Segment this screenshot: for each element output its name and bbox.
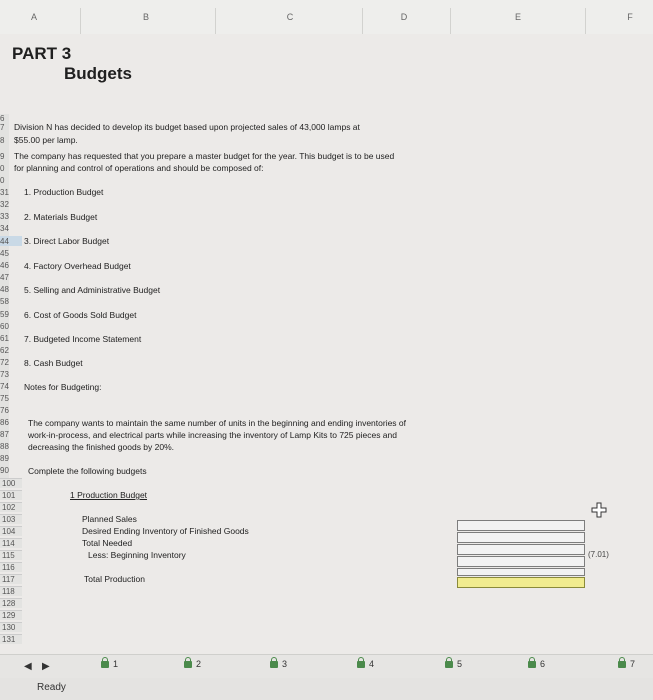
next-sheet-button[interactable]: ▶ xyxy=(42,661,50,672)
row-number[interactable]: 87 xyxy=(0,430,9,439)
budget-item-materials: 2. Materials Budget xyxy=(24,212,98,222)
lock-icon xyxy=(445,661,453,668)
column-divider xyxy=(362,8,363,34)
planned-sales-label: Planned Sales xyxy=(82,514,137,524)
spreadsheet-grid[interactable] xyxy=(0,34,653,654)
row-number[interactable]: 8 xyxy=(0,136,5,145)
row-number[interactable]: 114 xyxy=(0,538,22,548)
row-number[interactable]: 33 xyxy=(0,212,9,221)
row-number[interactable]: 74 xyxy=(0,382,9,391)
row-number[interactable]: 130 xyxy=(0,622,22,632)
budget-item-selling-admin: 5. Selling and Administrative Budget xyxy=(24,285,161,295)
intro-line-1: Division N has decided to develop its budget based upon projected sales of 43,000 lamps at xyxy=(14,122,360,132)
production-budget-heading: 1 Production Budget xyxy=(70,490,148,500)
budget-item-cogs: 6. Cost of Goods Sold Budget xyxy=(24,310,137,320)
row-number[interactable]: 0 xyxy=(0,176,5,185)
blank-input[interactable] xyxy=(457,568,585,576)
row-number[interactable]: 6 xyxy=(0,114,5,123)
column-d-header[interactable]: D xyxy=(400,12,408,22)
row-number[interactable]: 31 xyxy=(0,188,9,197)
row-number[interactable]: 7 xyxy=(0,123,5,132)
total-production-input[interactable] xyxy=(457,577,585,588)
sheet-tab-bar xyxy=(0,654,653,679)
lock-icon xyxy=(528,661,536,668)
row-number[interactable]: 0 xyxy=(0,164,5,173)
column-e-header[interactable]: E xyxy=(514,12,522,22)
row-number[interactable]: 75 xyxy=(0,394,9,403)
cell-cursor-icon xyxy=(591,502,607,518)
row-number[interactable]: 88 xyxy=(0,442,9,451)
row-number[interactable]: 116 xyxy=(0,562,22,572)
sheet-tab-label: 6 xyxy=(540,659,546,669)
row-number[interactable]: 61 xyxy=(0,334,9,343)
sheet-tab-5[interactable] xyxy=(445,659,462,669)
budget-item-production: 1. Production Budget xyxy=(24,187,104,197)
column-header-bar xyxy=(0,0,653,35)
less-beginning-inventory-label: Less: Beginning Inventory xyxy=(88,550,186,560)
production-input-cells xyxy=(457,520,585,589)
row-number[interactable]: 86 xyxy=(0,418,9,427)
row-number[interactable]: 131 xyxy=(0,634,22,644)
column-a-header[interactable]: A xyxy=(30,12,38,22)
part-title: PART 3 xyxy=(12,44,72,63)
sheet-tab-4[interactable] xyxy=(357,659,374,669)
sheet-tab-label: 2 xyxy=(196,659,202,669)
column-divider xyxy=(450,8,451,34)
row-number[interactable]: 90 xyxy=(0,466,9,475)
row-number[interactable]: 101 xyxy=(0,490,22,500)
section-title: Budgets xyxy=(64,64,132,83)
planned-sales-input[interactable] xyxy=(457,520,585,531)
less-beginning-inventory-input[interactable] xyxy=(457,556,585,567)
row-number[interactable]: 104 xyxy=(0,526,22,536)
sheet-tab-1[interactable] xyxy=(101,659,118,669)
sheet-tab-3[interactable] xyxy=(270,659,287,669)
lock-icon xyxy=(618,661,626,668)
notes-label: Notes for Budgeting: xyxy=(24,382,102,392)
row-number[interactable]: 103 xyxy=(0,514,22,524)
row-number[interactable]: 59 xyxy=(0,310,9,319)
row-number[interactable]: 44 xyxy=(0,237,9,246)
notes-line-2: work-in-process, and electrical parts while increasing the inventory of Lamp Kits to 725 pieces and xyxy=(28,430,397,440)
lock-icon xyxy=(184,661,192,668)
column-f-header[interactable]: F xyxy=(627,12,633,22)
desired-ending-inventory-label: Desired Ending Inventory of Finished Goods xyxy=(82,526,249,536)
sheet-tab-label: 5 xyxy=(457,659,463,669)
row-number[interactable]: 32 xyxy=(0,200,9,209)
sheet-tab-label: 1 xyxy=(113,659,119,669)
row-number[interactable]: 117 xyxy=(0,574,22,584)
desired-ending-inventory-input[interactable] xyxy=(457,532,585,543)
column-divider xyxy=(215,8,216,34)
row-number[interactable]: 47 xyxy=(0,273,9,282)
budget-item-cash: 8. Cash Budget xyxy=(24,358,83,368)
total-needed-input[interactable] xyxy=(457,544,585,555)
row-number[interactable]: 128 xyxy=(0,598,22,608)
budget-item-factory-overhead: 4. Factory Overhead Budget xyxy=(24,261,131,271)
row-number[interactable]: 89 xyxy=(0,454,9,463)
status-text: Ready xyxy=(37,682,66,693)
budget-item-income-statement: 7. Budgeted Income Statement xyxy=(24,334,142,344)
lock-icon xyxy=(357,661,365,668)
sheet-tab-label: 4 xyxy=(369,659,375,669)
notes-line-1: The company wants to maintain the same number of units in the beginning and ending inventories of xyxy=(28,418,407,428)
row-number[interactable]: 72 xyxy=(0,358,9,367)
row-number[interactable]: 48 xyxy=(0,285,9,294)
sheet-tab-6[interactable] xyxy=(528,659,545,669)
row-number[interactable]: 76 xyxy=(0,406,9,415)
row-number[interactable]: 129 xyxy=(0,610,22,620)
sheet-tab-2[interactable] xyxy=(184,659,201,669)
complete-instruction: Complete the following budgets xyxy=(28,466,147,476)
budget-item-direct-labor: 3. Direct Labor Budget xyxy=(24,236,110,246)
total-needed-label: Total Needed xyxy=(82,538,133,548)
row-number[interactable]: 58 xyxy=(0,297,9,306)
row-number[interactable]: 34 xyxy=(0,224,9,233)
sheet-tab-label: 3 xyxy=(282,659,288,669)
lock-icon xyxy=(270,661,278,668)
column-divider xyxy=(80,8,81,34)
error-value: (7.01) xyxy=(588,550,609,559)
lock-icon xyxy=(101,661,109,668)
column-b-header[interactable]: B xyxy=(142,12,150,22)
row-number[interactable]: 45 xyxy=(0,249,9,258)
row-number[interactable]: 118 xyxy=(0,586,22,596)
row-number[interactable]: 100 xyxy=(0,478,22,488)
sheet-tab-label: 7 xyxy=(630,659,636,669)
row-number[interactable]: 9 xyxy=(0,152,5,161)
column-divider xyxy=(585,8,586,34)
sheet-tab-7[interactable] xyxy=(618,659,635,669)
row-number[interactable]: 115 xyxy=(0,550,22,560)
row-number[interactable]: 102 xyxy=(0,502,22,512)
row-number[interactable]: 73 xyxy=(0,370,9,379)
status-bar xyxy=(0,678,653,700)
notes-line-3: decreasing the finished goods by 20%. xyxy=(28,442,175,452)
intro-line-3: The company has requested that you prepare a master budget for the year. This budget is to be used xyxy=(14,151,395,161)
total-production-label: Total Production xyxy=(84,574,145,584)
row-number[interactable]: 60 xyxy=(0,322,9,331)
column-c-header[interactable]: C xyxy=(286,12,294,22)
intro-line-2: $55.00 per lamp. xyxy=(14,135,78,145)
row-number[interactable]: 46 xyxy=(0,261,9,270)
row-number[interactable]: 62 xyxy=(0,346,9,355)
intro-line-4: for planning and control of operations and should be composed of: xyxy=(14,163,264,173)
previous-sheet-button[interactable]: ◀ xyxy=(24,661,32,672)
